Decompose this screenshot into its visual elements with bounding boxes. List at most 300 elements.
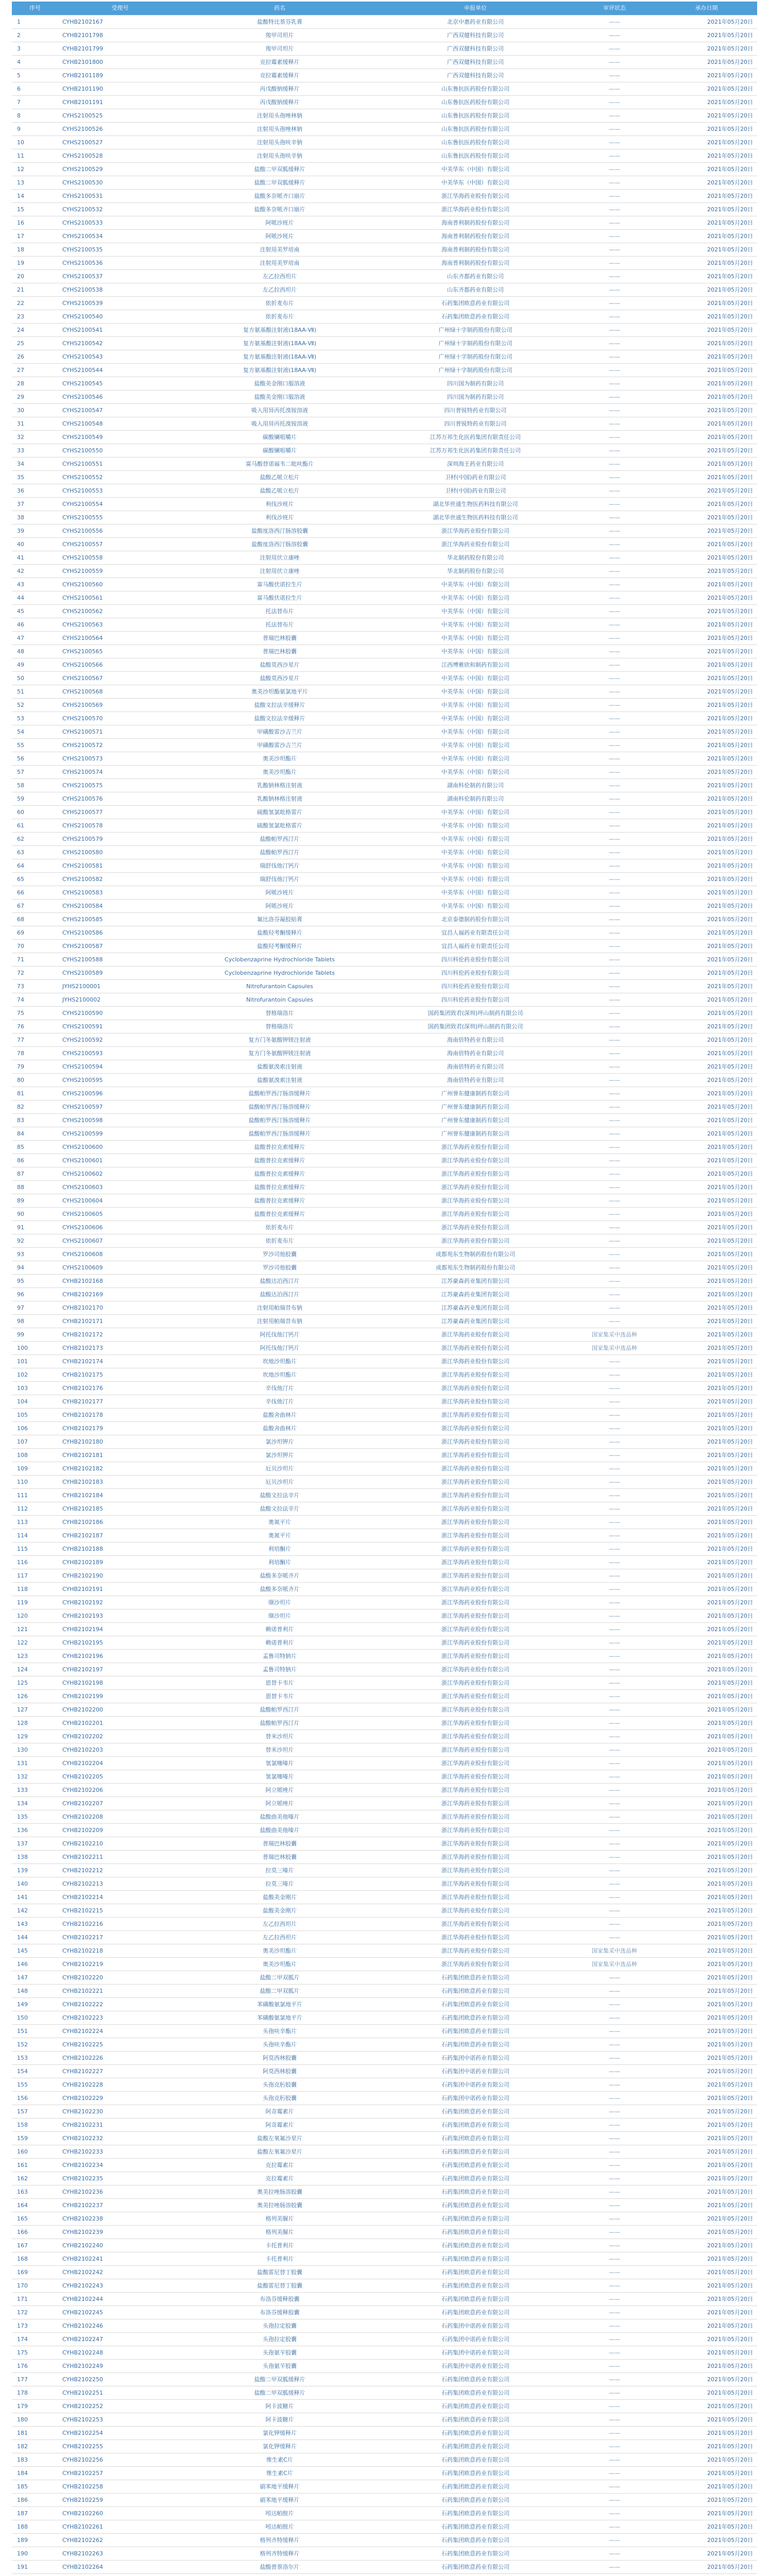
cell-applicant: 浙江华海药业股份有限公司: [378, 1743, 573, 1757]
cell-date: 2021年05月20日: [656, 1221, 757, 1234]
cell-review-status: ——: [573, 551, 656, 565]
cell-date: 2021年05月20日: [656, 658, 757, 672]
cell-drug-name: 恩替卡韦片: [182, 1690, 378, 1703]
cell-index: 186: [12, 2494, 58, 2507]
cell-review-status: ——: [573, 498, 656, 511]
cell-review-status: ——: [573, 618, 656, 632]
table-row: [12, 444, 757, 457]
cell-applicant: 石药集团欧意药业有限公司: [378, 1998, 573, 2011]
cell-drug-name: 盐酸二甲双胍缓释片: [182, 2386, 378, 2400]
cell-acceptance-number: CYHB2102238: [58, 2212, 182, 2226]
cell-review-status: ——: [573, 2346, 656, 2360]
cell-acceptance-number: CYHS2100572: [58, 739, 182, 752]
cell-drug-name: 盐酸莫西沙星片: [182, 658, 378, 672]
cell-acceptance-number: CYHB2102220: [58, 1971, 182, 1985]
cell-review-status: ——: [573, 1422, 656, 1435]
cell-date: 2021年05月20日: [656, 471, 757, 484]
cell-applicant: 浙江华海药业股份有限公司: [378, 1824, 573, 1837]
cell-acceptance-number: CYHS2100579: [58, 833, 182, 846]
cell-date: 2021年05月20日: [656, 1114, 757, 1127]
cell-acceptance-number: CYHB2102255: [58, 2440, 182, 2453]
cell-acceptance-number: CYHS2100600: [58, 1141, 182, 1154]
table-row: [12, 364, 757, 377]
cell-date: 2021年05月20日: [656, 1409, 757, 1422]
cell-applicant: 浙江华海药业股份有限公司: [378, 1851, 573, 1864]
cell-acceptance-number: CYHS2100569: [58, 699, 182, 712]
cell-drug-name: 奥美沙坦酯氨氯地平片: [182, 685, 378, 699]
cell-acceptance-number: CYHS2100608: [58, 1248, 182, 1261]
table-row: [12, 833, 757, 846]
cell-drug-name: 阿奇霉素片: [182, 2119, 378, 2132]
table-row: [12, 2480, 757, 2494]
cell-index: 175: [12, 2346, 58, 2360]
cell-date: 2021年05月20日: [656, 2252, 757, 2266]
cell-applicant: 浙江华海药业股份有限公司: [378, 1462, 573, 1476]
table-row: [12, 136, 757, 149]
table-row: [12, 1087, 757, 1100]
cell-drug-name: 奥美拉唑肠溶胶囊: [182, 2199, 378, 2212]
cell-review-status: ——: [573, 2159, 656, 2172]
cell-acceptance-number: CYHS2100581: [58, 859, 182, 873]
cell-acceptance-number: CYHB2102203: [58, 1743, 182, 1757]
cell-acceptance-number: CYHB2102224: [58, 2025, 182, 2038]
table-row: [12, 2065, 757, 2078]
cell-review-status: ——: [573, 1824, 656, 1837]
cell-index: 65: [12, 873, 58, 886]
cell-drug-name: 盐酸氨溴索注射液: [182, 1074, 378, 1087]
table-row: [12, 1650, 757, 1663]
cell-index: 190: [12, 2547, 58, 2561]
cell-drug-name: 盐酸特比萘芬乳膏: [182, 15, 378, 29]
cell-index: 3: [12, 42, 58, 56]
cell-drug-name: 左乙拉西坦片: [182, 270, 378, 283]
cell-applicant: 山东鲁抗医药股份有限公司: [378, 123, 573, 136]
cell-acceptance-number: CYHS2100531: [58, 190, 182, 203]
cell-date: 2021年05月20日: [656, 42, 757, 56]
cell-acceptance-number: CYHS2100542: [58, 337, 182, 350]
table-row: [12, 886, 757, 900]
cell-applicant: 中美华东（中国）有限公司: [378, 806, 573, 819]
cell-acceptance-number: CYHB2102184: [58, 1489, 182, 1502]
cell-review-status: [573, 2574, 656, 2576]
cell-acceptance-number: CYHB2102208: [58, 1810, 182, 1824]
cell-date: 2021年05月20日: [656, 1208, 757, 1221]
cell-review-status: ——: [573, 1355, 656, 1368]
cell-applicant: 中美华东（中国）有限公司: [378, 873, 573, 886]
cell-drug-name: 替格瑞洛片: [182, 1007, 378, 1020]
cell-date: 2021年05月20日: [656, 2306, 757, 2319]
table-row: [12, 1944, 757, 1958]
cell-date: 2021年05月20日: [656, 873, 757, 886]
cell-acceptance-number: CYHS2100534: [58, 230, 182, 243]
cell-drug-name: 盐酸美金刚口服溶液: [182, 377, 378, 391]
cell-applicant: 浙江华海药业股份有限公司: [378, 538, 573, 551]
cell-index: 39: [12, 524, 58, 538]
table-row: [12, 1100, 757, 1114]
cell-acceptance-number: CYHS2100584: [58, 900, 182, 913]
table-row: [12, 176, 757, 190]
cell-drug-name: 拉莫三嗪片: [182, 1877, 378, 1891]
cell-review-status: ——: [573, 632, 656, 645]
table-row: [12, 1221, 757, 1234]
table-row: [12, 1636, 757, 1650]
cell-date: 2021年05月20日: [656, 699, 757, 712]
cell-index: 133: [12, 1784, 58, 1797]
cell-date: 2021年05月20日: [656, 645, 757, 658]
cell-drug-name: 头孢拉定胶囊: [182, 2319, 378, 2333]
cell-date: 2021年05月20日: [656, 766, 757, 779]
cell-drug-name: 注射用头孢呋辛钠: [182, 149, 378, 163]
cell-date: 2021年05月20日: [656, 1663, 757, 1676]
cell-acceptance-number: CYHB2101189: [58, 69, 182, 82]
cell-date: 2021年05月20日: [656, 632, 757, 645]
cell-applicant: 中美华东（中国）有限公司: [378, 645, 573, 658]
cell-index: 126: [12, 1690, 58, 1703]
cell-applicant: 宜昌人福药业有限责任公司: [378, 940, 573, 953]
cell-date: 2021年05月20日: [656, 1784, 757, 1797]
cell-date: 2021年05月20日: [656, 176, 757, 190]
cell-review-status: ——: [573, 1690, 656, 1703]
cell-index: 170: [12, 2279, 58, 2293]
cell-applicant: 浙江华海药业股份有限公司: [378, 1342, 573, 1355]
cell-date: 2021年05月20日: [656, 15, 757, 29]
cell-applicant: 浙江华海药业股份有限公司: [378, 1891, 573, 1904]
cell-applicant: 湖北华世通生物医药科技有限公司: [378, 498, 573, 511]
table-row: [12, 2185, 757, 2199]
cell-drug-name: 阿哌沙班片: [182, 900, 378, 913]
table-row: [12, 324, 757, 337]
cell-date: 2021年05月20日: [656, 819, 757, 833]
cell-index: 124: [12, 1663, 58, 1676]
table-row: [12, 2172, 757, 2185]
cell-date: 2021年05月20日: [656, 685, 757, 699]
cell-drug-name: 吲达帕胺片: [182, 2507, 378, 2520]
cell-review-status: ——: [573, 2293, 656, 2306]
cell-index: 94: [12, 1261, 58, 1275]
cell-acceptance-number: CYHS2100592: [58, 1033, 182, 1047]
cell-date: 2021年05月20日: [656, 243, 757, 257]
table-row: [12, 1556, 757, 1569]
cell-acceptance-number: CYHS2100552: [58, 471, 182, 484]
cell-drug-name: 硝苯地平缓释片: [182, 2480, 378, 2494]
cell-drug-name: 利伐沙班片: [182, 498, 378, 511]
table-row: [12, 203, 757, 216]
cell-applicant: 中美华东（中国）有限公司: [378, 591, 573, 605]
cell-drug-name: 盐酸二甲双胍缓释片: [182, 163, 378, 176]
cell-drug-name: 奥美沙坦酯片: [182, 1944, 378, 1958]
cell-index: 123: [12, 1650, 58, 1663]
cell-acceptance-number: CYHS2100558: [58, 551, 182, 565]
cell-acceptance-number: CYHS2100551: [58, 457, 182, 471]
cell-review-status: ——: [573, 605, 656, 618]
cell-date: 2021年05月20日: [656, 578, 757, 591]
cell-acceptance-number: CYHB2102261: [58, 2520, 182, 2534]
cell-date: 2021年05月20日: [656, 2494, 757, 2507]
cell-applicant: 石药集团中诺药业有限公司: [378, 2319, 573, 2333]
cell-index: 131: [12, 1757, 58, 1770]
cell-index: 157: [12, 2105, 58, 2119]
cell-acceptance-number: CYHS2100585: [58, 913, 182, 926]
table-row: [12, 967, 757, 980]
cell-index: 34: [12, 457, 58, 471]
cell-index: 134: [12, 1797, 58, 1810]
cell-drug-name: 阿哌沙班片: [182, 230, 378, 243]
cell-acceptance-number: CYHS2100604: [58, 1194, 182, 1208]
cell-applicant: 石药集团欧意药业有限公司: [378, 2172, 573, 2185]
cell-index: 70: [12, 940, 58, 953]
cell-acceptance-number: CYHB2102215: [58, 1904, 182, 1918]
cell-date: 2021年05月20日: [656, 1864, 757, 1877]
cell-review-status: ——: [573, 123, 656, 136]
cell-index: 181: [12, 2427, 58, 2440]
cell-drug-name: 奥美沙坦酯片: [182, 766, 378, 779]
table-row: [12, 913, 757, 926]
cell-applicant: 浙江华海药业股份有限公司: [378, 1757, 573, 1770]
cell-index: 1: [12, 15, 58, 29]
cell-date: 2021年05月20日: [656, 337, 757, 350]
table-row: [12, 1114, 757, 1127]
cell-index: 96: [12, 1288, 58, 1301]
cell-date: 2021年05月20日: [656, 1127, 757, 1141]
cell-index: 153: [12, 2052, 58, 2065]
cell-index: 63: [12, 846, 58, 859]
cell-drug-name: 赖诺普利片: [182, 1636, 378, 1650]
cell-index: 17: [12, 230, 58, 243]
cell-drug-name: 赖诺普利片: [182, 1623, 378, 1636]
cell-date: 2021年05月20日: [656, 1650, 757, 1663]
cell-applicant: 浙江华海药业股份有限公司: [378, 1208, 573, 1221]
cell-drug-name: 注射用帕瑞昔布钠: [182, 1301, 378, 1315]
cell-acceptance-number: CYHS2100525: [58, 109, 182, 123]
cell-drug-name: 富马酸伏诺拉生片: [182, 591, 378, 605]
cell-applicant: 华北制药股份有限公司: [378, 551, 573, 565]
cell-drug-name: 硝苯地平缓释片: [182, 2494, 378, 2507]
cell-review-status: ——: [573, 712, 656, 725]
cell-date: 2021年05月20日: [656, 2534, 757, 2547]
cell-drug-name: 盐酸二甲双胍缓释片: [182, 176, 378, 190]
cell-drug-name: 盐酸帕罗西汀肠溶缓释片: [182, 1087, 378, 1100]
cell-date: 2021年05月20日: [656, 2199, 757, 2212]
table-row: [12, 712, 757, 725]
cell-applicant: 海南倍特药业有限公司: [378, 1047, 573, 1060]
cell-applicant: 海南普利制药股份有限公司: [378, 243, 573, 257]
cell-date: 2021年05月20日: [656, 270, 757, 283]
cell-index: 56: [12, 752, 58, 766]
cell-drug-name: 盐酸多奈哌齐口崩片: [182, 203, 378, 216]
cell-date: 2021年05月20日: [656, 1851, 757, 1864]
cell-acceptance-number: CYHS2100526: [58, 123, 182, 136]
table-row: [12, 1985, 757, 1998]
cell-applicant: 石药集团欧意药业有限公司: [378, 2119, 573, 2132]
cell-review-status: ——: [573, 457, 656, 471]
cell-acceptance-number: CYHS2100529: [58, 163, 182, 176]
cell-review-status: ——: [573, 109, 656, 123]
cell-review-status: ——: [573, 685, 656, 699]
cell-date: 2021年05月20日: [656, 2467, 757, 2480]
cell-index: 120: [12, 1609, 58, 1623]
cell-drug-name: 普瑞巴林胶囊: [182, 632, 378, 645]
cell-drug-name: 布洛芬缓释胶囊: [182, 2306, 378, 2319]
cell-applicant: 石药集团中诺药业有限公司: [378, 2346, 573, 2360]
table-row: [12, 190, 757, 203]
cell-date: 2021年05月20日: [656, 1730, 757, 1743]
cell-index: 183: [12, 2453, 58, 2467]
cell-index: 154: [12, 2065, 58, 2078]
cell-acceptance-number: CYHS2100578: [58, 819, 182, 833]
cell-drug-name: 头孢氨苄胶囊: [182, 2360, 378, 2373]
cell-index: 147: [12, 1971, 58, 1985]
cell-date: 2021年05月20日: [656, 2346, 757, 2360]
cell-drug-name: 盐酸多奈哌齐口崩片: [182, 190, 378, 203]
cell-date: 2021年05月20日: [656, 1985, 757, 1998]
cell-applicant: 浙江华海药业股份有限公司: [378, 1877, 573, 1891]
cell-date: 2021年05月20日: [656, 230, 757, 243]
cell-applicant: 北京中惠药业有限公司: [378, 15, 573, 29]
cell-index: 67: [12, 900, 58, 913]
cell-drug-name: 盐酸达泊西汀片: [182, 1275, 378, 1288]
cell-review-status: ——: [573, 2400, 656, 2413]
cell-acceptance-number: CYHB2102242: [58, 2266, 182, 2279]
cell-drug-name: 吸入用异丙托溴铵溶液: [182, 417, 378, 431]
table-row: [12, 2239, 757, 2252]
cell-applicant: 石药集团欧意药业有限公司: [378, 2159, 573, 2172]
cell-index: 47: [12, 632, 58, 645]
cell-review-status: ——: [573, 364, 656, 377]
cell-applicant: 浙江华海药业股份有限公司: [378, 1944, 573, 1958]
cell-acceptance-number: CYHB2102209: [58, 1824, 182, 1837]
cell-review-status: ——: [573, 1623, 656, 1636]
cell-applicant: 石药集团欧意药业有限公司: [378, 2494, 573, 2507]
cell-acceptance-number: CYHS2100528: [58, 149, 182, 163]
cell-drug-name: 注射用伏立康唑: [182, 551, 378, 565]
cell-applicant: 中美华东（中国）有限公司: [378, 725, 573, 739]
table-row: [12, 953, 757, 967]
cell-review-status: ——: [573, 1877, 656, 1891]
cell-applicant: 山东齐都药业有限公司: [378, 283, 573, 297]
cell-date: 2021年05月20日: [656, 2226, 757, 2239]
cell-date: 2021年05月20日: [656, 2172, 757, 2185]
table-row: [12, 605, 757, 618]
cell-review-status: ——: [573, 1221, 656, 1234]
cell-review-status: ——: [573, 2185, 656, 2199]
cell-drug-name: 盐酸曲美他嗪片: [182, 1810, 378, 1824]
cell-index: 116: [12, 1556, 58, 1569]
cell-applicant: 浙江华海药业股份有限公司: [378, 203, 573, 216]
cell-date: 2021年05月20日: [656, 926, 757, 940]
cell-review-status: ——: [573, 1234, 656, 1248]
cell-date: 2021年05月20日: [656, 1609, 757, 1623]
table-row: [12, 2279, 757, 2293]
table-row: [12, 471, 757, 484]
cell-applicant: 浙江华海药业股份有限公司: [378, 1141, 573, 1154]
cell-applicant: 江苏万邦生化医药集团有限责任公司: [378, 431, 573, 444]
table-row: [12, 484, 757, 498]
cell-drug-name: 坎地沙坦酯片: [182, 1355, 378, 1368]
cell-drug-name: 格列美脲片: [182, 2212, 378, 2226]
cell-index: 9: [12, 123, 58, 136]
cell-review-status: ——: [573, 993, 656, 1007]
cell-review-status: ——: [573, 2212, 656, 2226]
cell-index: 19: [12, 257, 58, 270]
cell-index: 179: [12, 2400, 58, 2413]
cell-review-status: ——: [573, 163, 656, 176]
cell-drug-name: 丙戊酸钠缓释片: [182, 96, 378, 109]
cell-review-status: ——: [573, 1543, 656, 1556]
cell-drug-name: 注射用头孢唑林钠: [182, 109, 378, 123]
cell-date: 2021年05月20日: [656, 1288, 757, 1301]
cell-date: 2021年05月20日: [656, 1502, 757, 1516]
cell-acceptance-number: CYHB2102217: [58, 1931, 182, 1944]
cell-review-status: ——: [573, 833, 656, 846]
cell-date: 2021年05月20日: [656, 2145, 757, 2159]
cell-index: 7: [12, 96, 58, 109]
cell-date: [656, 2574, 757, 2576]
cell-acceptance-number: CYHB2102232: [58, 2132, 182, 2145]
cell-acceptance-number: CYHB2101191: [58, 96, 182, 109]
cell-index: 30: [12, 404, 58, 417]
table-row: [12, 1382, 757, 1395]
cell-acceptance-number: CYHB2101799: [58, 42, 182, 56]
cell-review-status: ——: [573, 1288, 656, 1301]
cell-review-status: ——: [573, 1676, 656, 1690]
cell-acceptance-number: CYHB2102212: [58, 1864, 182, 1877]
cell-applicant: 石药集团欧意药业有限公司: [378, 2185, 573, 2199]
cell-acceptance-number: CYHB2102179: [58, 1422, 182, 1435]
cell-index: 156: [12, 2092, 58, 2105]
cell-drug-name: 盐酸乙哌立松片: [182, 471, 378, 484]
cell-index: 102: [12, 1368, 58, 1382]
cell-review-status: ——: [573, 1529, 656, 1543]
table-row: [12, 1529, 757, 1543]
cell-index: 64: [12, 859, 58, 873]
cell-index: 128: [12, 1717, 58, 1730]
cell-date: 2021年05月20日: [656, 1636, 757, 1650]
table-row: [12, 283, 757, 297]
cell-acceptance-number: CYHB2102251: [58, 2386, 182, 2400]
cell-drug-name: 复方氨基酸注射液(18AA-Ⅶ): [182, 364, 378, 377]
cell-index: 148: [12, 1985, 58, 1998]
cell-acceptance-number: CYHS2100576: [58, 792, 182, 806]
cell-drug-name: 格列美脲片: [182, 2226, 378, 2239]
column-header-drug-name: 药名: [182, 2, 378, 15]
cell-review-status: ——: [573, 337, 656, 350]
table-row: [12, 1449, 757, 1462]
cell-index: 52: [12, 699, 58, 712]
table-row: [12, 2159, 757, 2172]
cell-drug-name: 孟鲁司特钠片: [182, 1663, 378, 1676]
cell-drug-name: 复方氨基酸注射液(18AA-Ⅶ): [182, 324, 378, 337]
cell-date: 2021年05月20日: [656, 2185, 757, 2199]
cell-review-status: ——: [573, 2092, 656, 2105]
table-row: [12, 297, 757, 310]
cell-review-status: ——: [573, 1315, 656, 1328]
cell-acceptance-number: CYHB2102259: [58, 2494, 182, 2507]
cell-index: 37: [12, 498, 58, 511]
cell-drug-name: 盐酸普拉克索缓释片: [182, 1208, 378, 1221]
cell-applicant: 湖北华世通生物医药科技有限公司: [378, 511, 573, 524]
table-row: [12, 1784, 757, 1797]
column-header-date: 承办日期: [656, 2, 757, 15]
cell-drug-name: 克拉霉素缓释片: [182, 56, 378, 69]
cell-index: 55: [12, 739, 58, 752]
cell-review-status: ——: [573, 2172, 656, 2185]
cell-acceptance-number: CYHB2101798: [58, 29, 182, 42]
cell-index: 4: [12, 56, 58, 69]
cell-date: 2021年05月20日: [656, 216, 757, 230]
cell-index: 185: [12, 2480, 58, 2494]
cell-date: 2021年05月20日: [656, 1891, 757, 1904]
cell-acceptance-number: CYHB2102167: [58, 15, 182, 29]
